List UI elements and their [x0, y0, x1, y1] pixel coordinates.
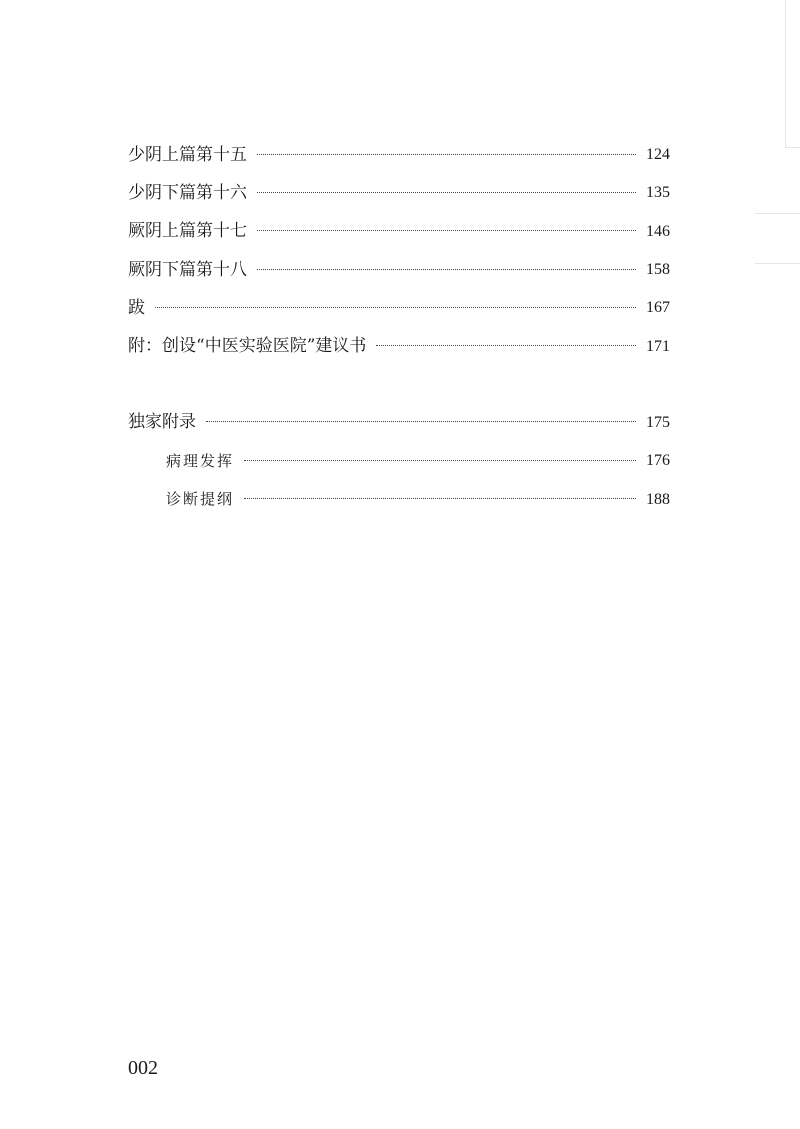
toc-entry-title: 跋 [128, 297, 145, 318]
toc-entry[interactable] [128, 251, 670, 289]
page-number: 002 [128, 1057, 158, 1079]
toc-entry-page: 146 [646, 222, 670, 240]
dot-leader [257, 192, 636, 193]
toc-entry-page: 135 [646, 184, 670, 202]
toc-subentry-title: 诊断提纲 [166, 490, 235, 509]
toc-entry-title: 厥阴下篇第十八 [128, 259, 247, 280]
toc-entry-page: 158 [646, 261, 670, 279]
page-edge-line-mid [755, 213, 800, 214]
toc-entry-appendix[interactable] [128, 404, 670, 442]
dot-leader [244, 460, 636, 461]
toc-subentry-title: 病理发挥 [166, 451, 235, 470]
toc-entry-page: 175 [646, 413, 670, 431]
toc-entry-title: 附：创设“中医实验医院”建议书 [128, 336, 367, 357]
toc-subentry[interactable] [128, 442, 670, 480]
toc-subentry-page: 188 [646, 490, 670, 508]
toc-entry-title: 厥阴上篇第十七 [128, 221, 247, 242]
toc-entry-title: 独家附录 [128, 412, 196, 433]
dot-leader [206, 421, 636, 422]
page-edge-line-vertical [785, 0, 786, 147]
table-of-contents [128, 136, 670, 519]
toc-entry-title: 少阴上篇第十五 [128, 144, 247, 165]
dot-leader [376, 345, 636, 346]
toc-entry-page: 167 [646, 299, 670, 317]
toc-entry[interactable] [128, 174, 670, 212]
dot-leader [257, 230, 636, 231]
dot-leader [155, 307, 636, 308]
section-gap [128, 366, 670, 404]
toc-subentry-page: 176 [646, 452, 670, 470]
dot-leader [244, 498, 636, 499]
toc-entry-page: 124 [646, 146, 670, 164]
toc-entry[interactable] [128, 136, 670, 174]
page-edge-line-top [785, 147, 800, 148]
toc-entry[interactable] [128, 213, 670, 251]
page-edge-line-low [755, 263, 800, 264]
dot-leader [257, 269, 636, 270]
toc-entry[interactable] [128, 327, 670, 365]
toc-entry-title: 少阴下篇第十六 [128, 182, 247, 203]
toc-entry-page: 171 [646, 337, 670, 355]
toc-entry[interactable] [128, 289, 670, 327]
dot-leader [257, 154, 636, 155]
toc-subentry[interactable] [128, 480, 670, 518]
